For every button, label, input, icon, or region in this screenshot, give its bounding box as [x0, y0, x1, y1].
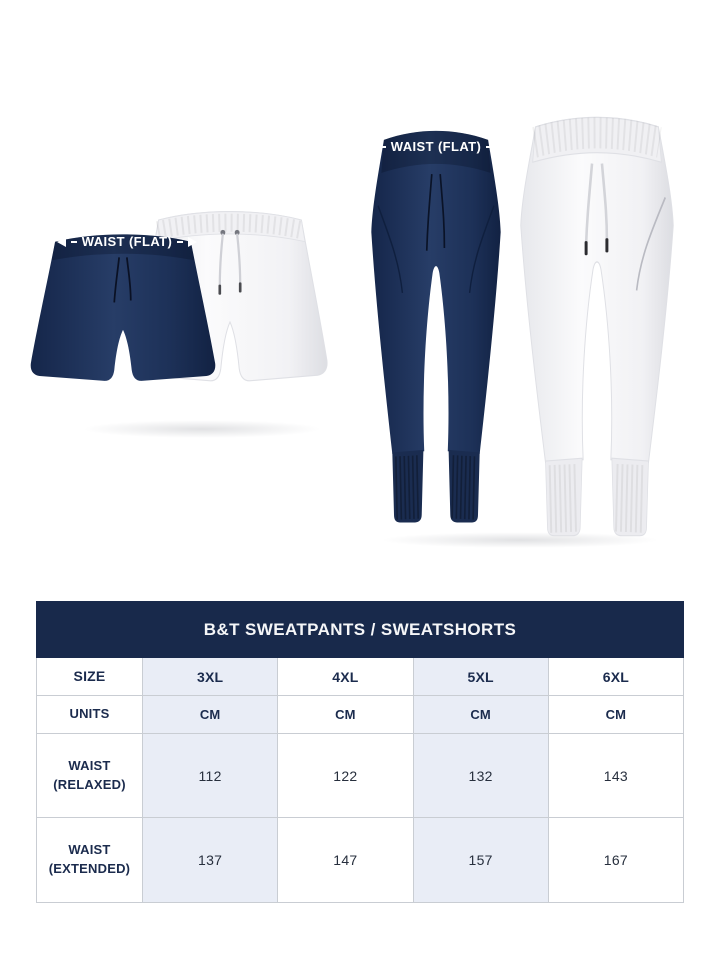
- size-chart-title: B&T SWEATPANTS / SWEATSHORTS: [36, 601, 684, 658]
- arrow-left-icon: [57, 237, 66, 247]
- cell-waist-extended-4xl: 147: [278, 818, 413, 903]
- cell-waist-extended-5xl: 157: [414, 818, 549, 903]
- cell-waist-relaxed-6xl: 143: [549, 734, 684, 818]
- sweatpants-pair-image: [350, 108, 696, 550]
- arrow-shaft: [372, 146, 386, 148]
- row-label-waist-relaxed: WAIST (RELAXED): [37, 734, 143, 818]
- arrow-left-icon: [358, 142, 367, 152]
- cell-units-5xl: CM: [414, 696, 549, 734]
- navy-sweatpants-image: [352, 124, 520, 533]
- arrow-right-icon: [505, 142, 514, 152]
- col-header-3xl: 3XL: [143, 658, 278, 696]
- navy-shorts-image: [26, 226, 220, 427]
- cell-waist-relaxed-5xl: 132: [414, 734, 549, 818]
- pants-waist-flat-annotation: [358, 140, 514, 153]
- cell-waist-relaxed-4xl: 122: [278, 734, 413, 818]
- arrow-shaft: [177, 241, 183, 243]
- arrow-shaft: [71, 241, 77, 243]
- arrow-right-icon: [188, 237, 197, 247]
- waist-flat-label: WAIST (FLAT): [81, 234, 173, 249]
- col-header-4xl: 4XL: [278, 658, 413, 696]
- white-sweatpants-image: [498, 110, 696, 547]
- col-header-6xl: 6XL: [549, 658, 684, 696]
- sweatshorts-pair-image: [22, 198, 338, 443]
- shorts-waist-flat-annotation: [57, 235, 197, 248]
- waist-flat-label: WAIST (FLAT): [390, 139, 482, 154]
- cell-units-3xl: CM: [143, 696, 278, 734]
- col-header-5xl: 5XL: [414, 658, 549, 696]
- size-chart-grid: [36, 658, 684, 903]
- col-header-size: SIZE: [37, 658, 143, 696]
- cell-waist-relaxed-3xl: 112: [143, 734, 278, 818]
- cell-waist-extended-6xl: 167: [549, 818, 684, 903]
- cell-waist-extended-3xl: 137: [143, 818, 278, 903]
- arrow-shaft: [486, 146, 500, 148]
- cell-units-6xl: CM: [549, 696, 684, 734]
- cell-units-4xl: CM: [278, 696, 413, 734]
- size-chart: [36, 601, 684, 903]
- row-label-units: UNITS: [37, 696, 143, 734]
- row-label-waist-extended: WAIST (EXTENDED): [37, 818, 143, 903]
